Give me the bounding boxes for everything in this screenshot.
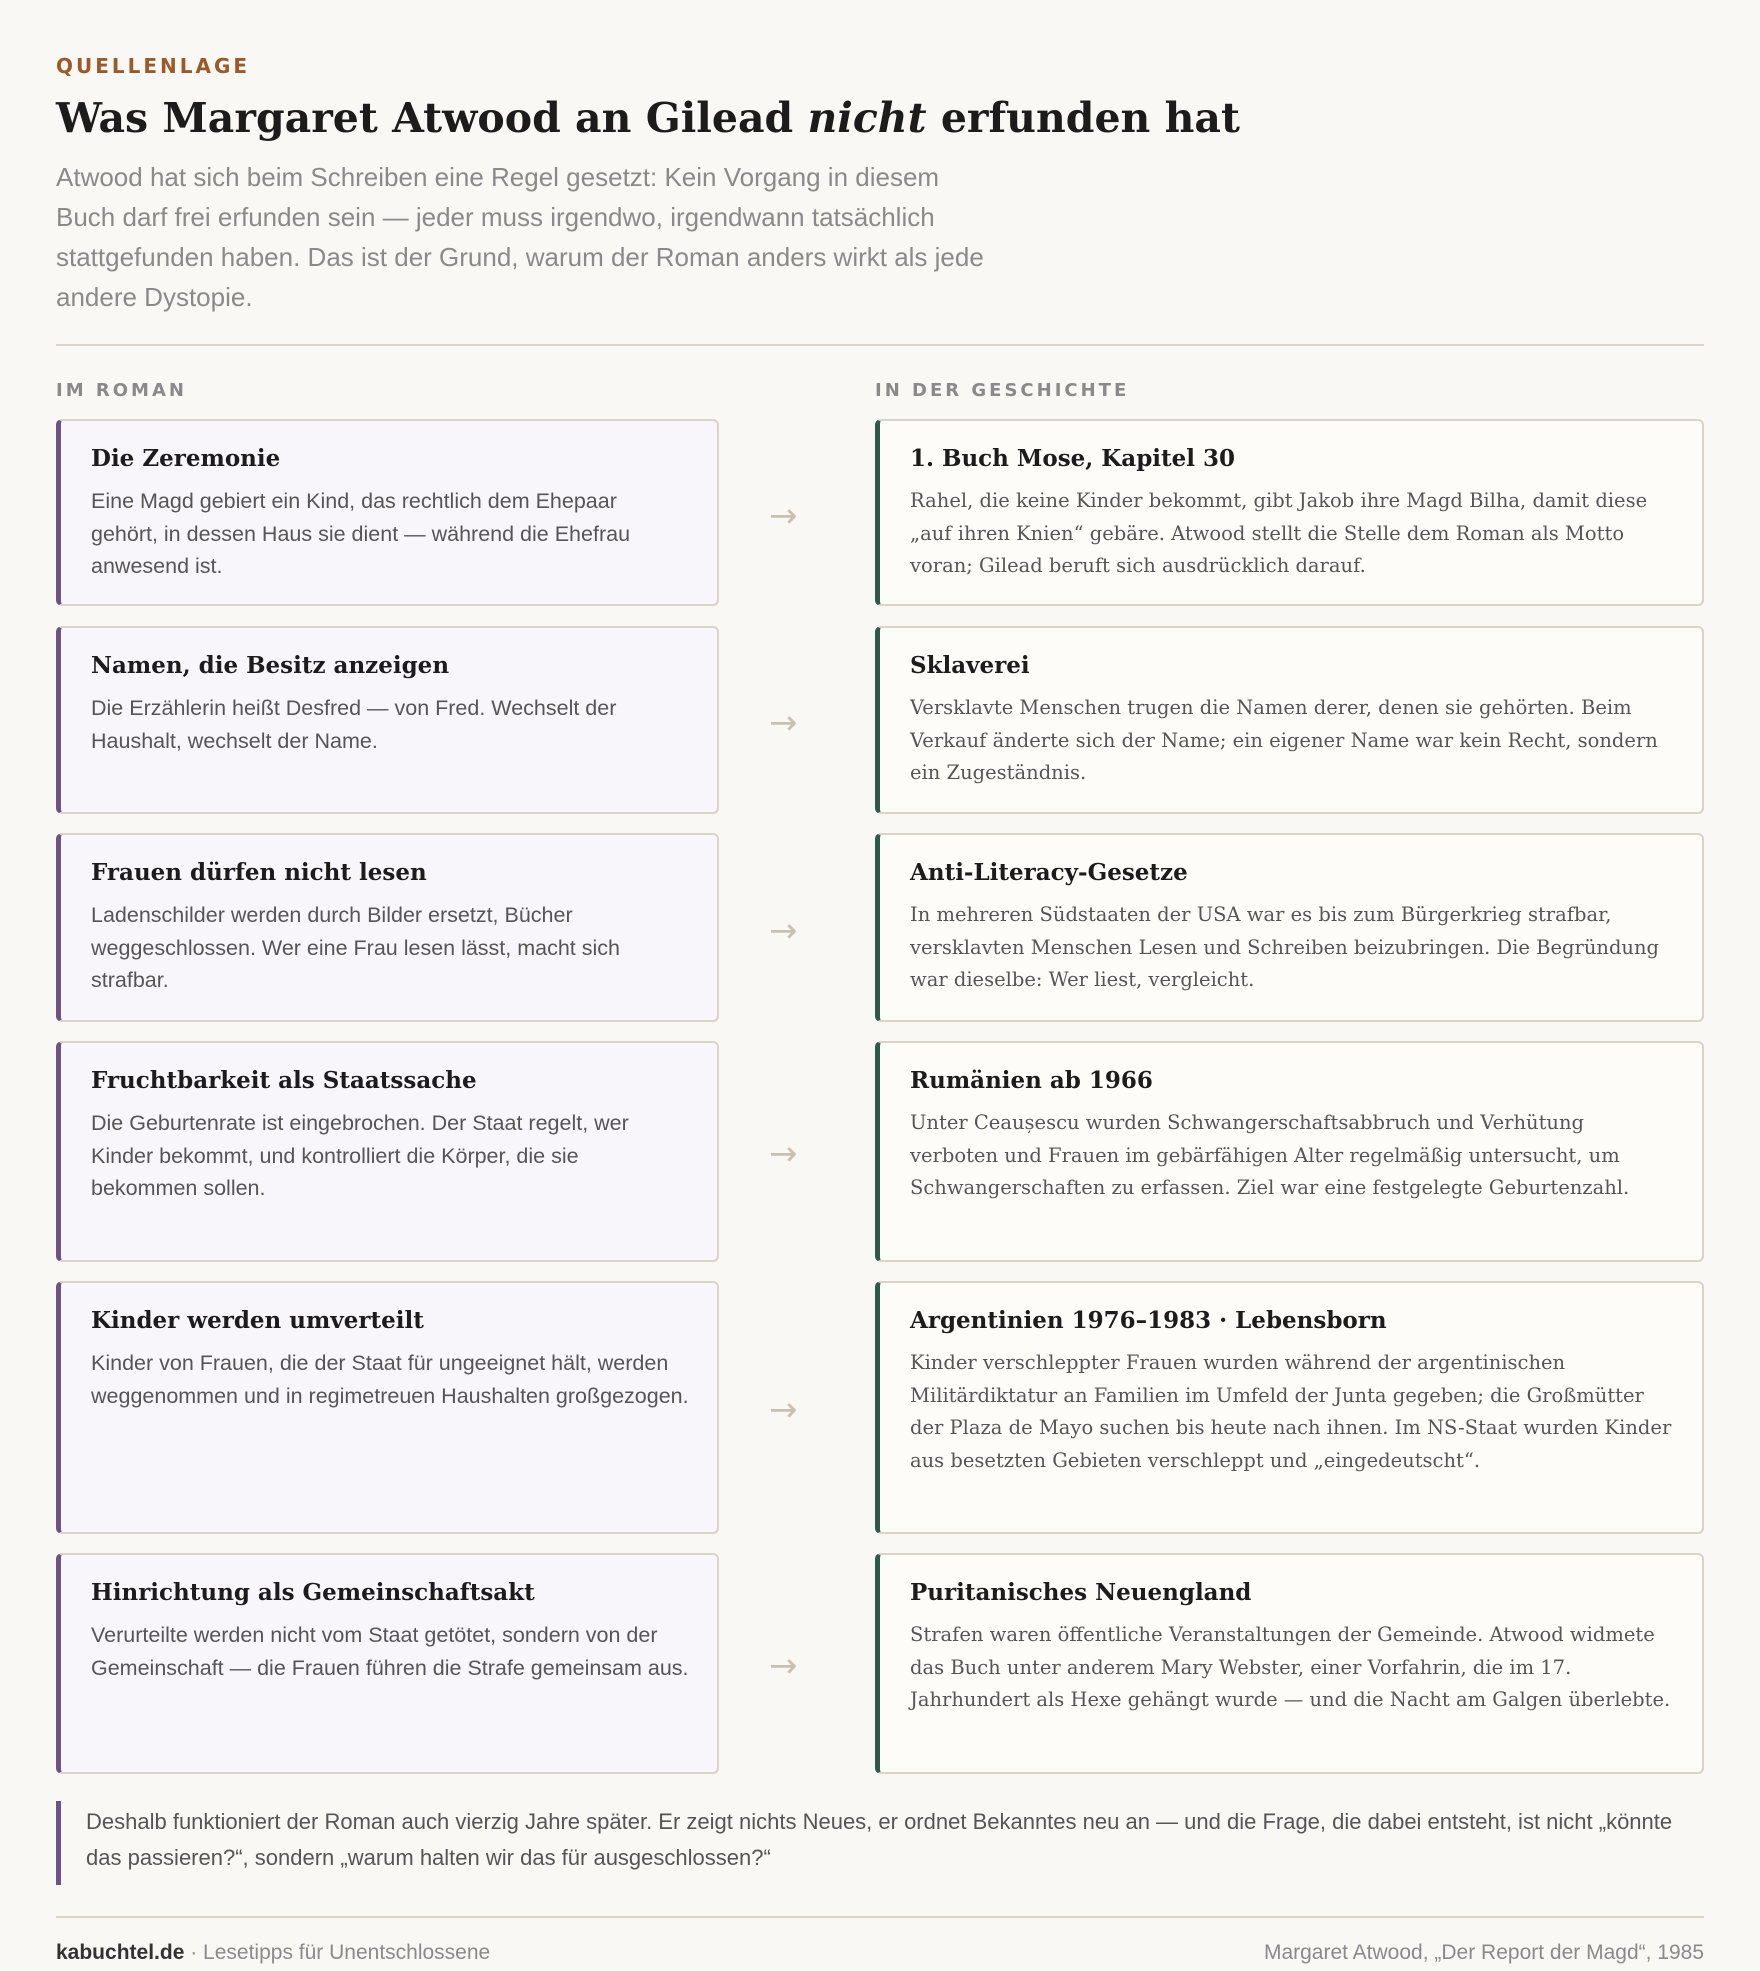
lede-paragraph: Atwood hat sich beim Schreiben eine Regel gesetzt: Kein Vorgang in diesem Buch darf frei erfunden sein — jeder muss irgendwo, irgendwann tatsächlich stattgefunden haben. Das ist der Grund, warum der Roman anders wirkt als jede andere Dystopie.: [56, 162, 984, 312]
title-part-2: erfunden hat: [926, 94, 1240, 142]
history-card: [875, 833, 1704, 1022]
novel-card-text: Verurteilte werden nicht vom Staat getötet, sondern von der Gemeinschaft — die Frauen führen die Strafe gemeinsam aus.: [91, 1623, 689, 1680]
history-card-text: Versklavte Menschen trugen die Namen derer, denen sie gehörten. Beim Verkauf änderte sich der Name; ein eigener Name war kein Recht, sondern ein Zugeständnis.: [910, 696, 1658, 784]
arrow-icon: →: [769, 1134, 798, 1174]
novel-card-title: Namen, die Besitz anzeigen: [91, 652, 450, 679]
novel-card-title: Fruchtbarkeit als Staatssache: [91, 1067, 477, 1094]
novel-card-text: Ladenschilder werden durch Bilder ersetzt, Bücher weggeschlossen. Wer eine Frau lesen lässt, macht sich strafbar.: [91, 903, 620, 992]
history-card-text: In mehreren Südstaaten der USA war es bis zum Bürgerkrieg strafbar, versklavten Menschen Lesen und Schreiben beizubringen. Die Begründung war dieselbe: Wer liest, vergleicht.: [910, 903, 1660, 991]
title-emphasis: nicht: [807, 94, 927, 142]
footer-tagline: Lesetipps für Unentschlossene: [203, 1941, 491, 1964]
history-card: [875, 1553, 1704, 1774]
arrow-icon: →: [769, 1390, 798, 1430]
arrow-icon: →: [769, 1646, 798, 1686]
novel-card-title: Die Zeremonie: [91, 445, 281, 472]
novel-card: [56, 626, 719, 814]
history-card-title: Puritanisches Neuengland: [910, 1579, 1252, 1606]
page-title: [56, 94, 1240, 142]
arrow-icon: →: [769, 911, 798, 951]
history-card-text: Kinder verschleppter Frauen wurden während der argentinischen Militärdiktatur an Familien im Umfeld der Junta gegeben; die Großmütter der Plaza de Mayo suchen bis heute nach ihnen. Im NS-Staat wurden Kinder aus besetzten Gebieten verschleppt und „eingedeutscht“.: [910, 1351, 1672, 1472]
history-card: [875, 419, 1704, 606]
history-card: [875, 626, 1704, 814]
novel-card-title: Hinrichtung als Gemeinschaftsakt: [91, 1579, 535, 1606]
arrow-icon: →: [769, 703, 798, 743]
history-card-title: Argentinien 1976–1983 · Lebensborn: [910, 1307, 1387, 1334]
history-card-title: Anti-Literacy-Gesetze: [910, 859, 1188, 886]
footer-separator: ·: [184, 1941, 204, 1964]
history-card: [875, 1281, 1704, 1534]
footer-credit: [56, 1941, 490, 1965]
footer-source: Margaret Atwood, „Der Report der Magd“, 1985: [1263, 1941, 1704, 1964]
title-part-1: Was Margaret Atwood an Gilead: [56, 94, 808, 142]
column-heading-novel: IM ROMAN: [56, 380, 187, 401]
novel-card: [56, 419, 719, 606]
column-heading-history: IN DER GESCHICHTE: [875, 380, 1130, 401]
section-kicker: QUELLENLAGE: [56, 54, 251, 78]
novel-card-text: Die Erzählerin heißt Desfred — von Fred. Wechselt der Haushalt, wechselt der Name.: [91, 696, 617, 753]
history-card-title: 1. Buch Mose, Kapitel 30: [910, 445, 1236, 472]
novel-card: [56, 1281, 719, 1534]
history-card-text: Unter Ceaușescu wurden Schwangerschaftsabbruch und Verhütung verboten und Frauen im gebärfähigen Alter regelmäßig untersucht, um Schwangerschaften zu erfassen. Ziel war eine festgelegte Geburtenzahl.: [910, 1111, 1630, 1199]
site-name: kabuchtel.de: [56, 1941, 185, 1964]
history-card: [875, 1041, 1704, 1262]
history-card-text: Strafen waren öffentliche Veranstaltungen der Gemeinde. Atwood widmete das Buch unter anderem Mary Webster, einer Vorfahrin, die im 17. Jahrhundert als Hexe gehängt wurde — und die Nacht am Galgen überlebte.: [910, 1623, 1671, 1711]
arrow-icon: →: [769, 496, 798, 536]
history-card-text: Rahel, die keine Kinder bekommt, gibt Jakob ihre Magd Bilha, damit diese „auf ihren Knien“ gebäre. Atwood stellt die Stelle dem Roman als Motto voran; Gilead beruft sich ausdrücklich darauf.: [910, 489, 1648, 577]
history-card-title: Sklaverei: [910, 652, 1030, 679]
novel-card: [56, 1553, 719, 1774]
divider-top: [56, 344, 1704, 346]
novel-card-text: Eine Magd gebiert ein Kind, das rechtlich dem Ehepaar gehört, in dessen Haus sie dient — während die Ehefrau anwesend ist.: [91, 489, 631, 578]
novel-card: [56, 833, 719, 1022]
divider-bottom: [56, 1916, 1704, 1918]
novel-card: [56, 1041, 719, 1262]
novel-card-title: Frauen dürfen nicht lesen: [91, 859, 427, 886]
novel-card-title: Kinder werden umverteilt: [91, 1307, 424, 1334]
novel-card-text: Die Geburtenrate ist eingebrochen. Der Staat regelt, wer Kinder bekommt, und kontrolliert die Körper, die sie bekommen sollen.: [91, 1111, 629, 1200]
novel-card-text: Kinder von Frauen, die der Staat für ungeeignet hält, werden weggenommen und in regimetreuen Haushalten großgezogen.: [91, 1351, 689, 1408]
history-card-title: Rumänien ab 1966: [910, 1067, 1153, 1094]
closing-quote: Deshalb funktioniert der Roman auch vierzig Jahre später. Er zeigt nichts Neues, er ordnet Bekanntes neu an — und die Frage, die dabei entsteht, ist nicht „könnte das passieren?“, sondern „warum halten wir das für ausgeschlossen?“: [56, 1801, 1704, 1885]
